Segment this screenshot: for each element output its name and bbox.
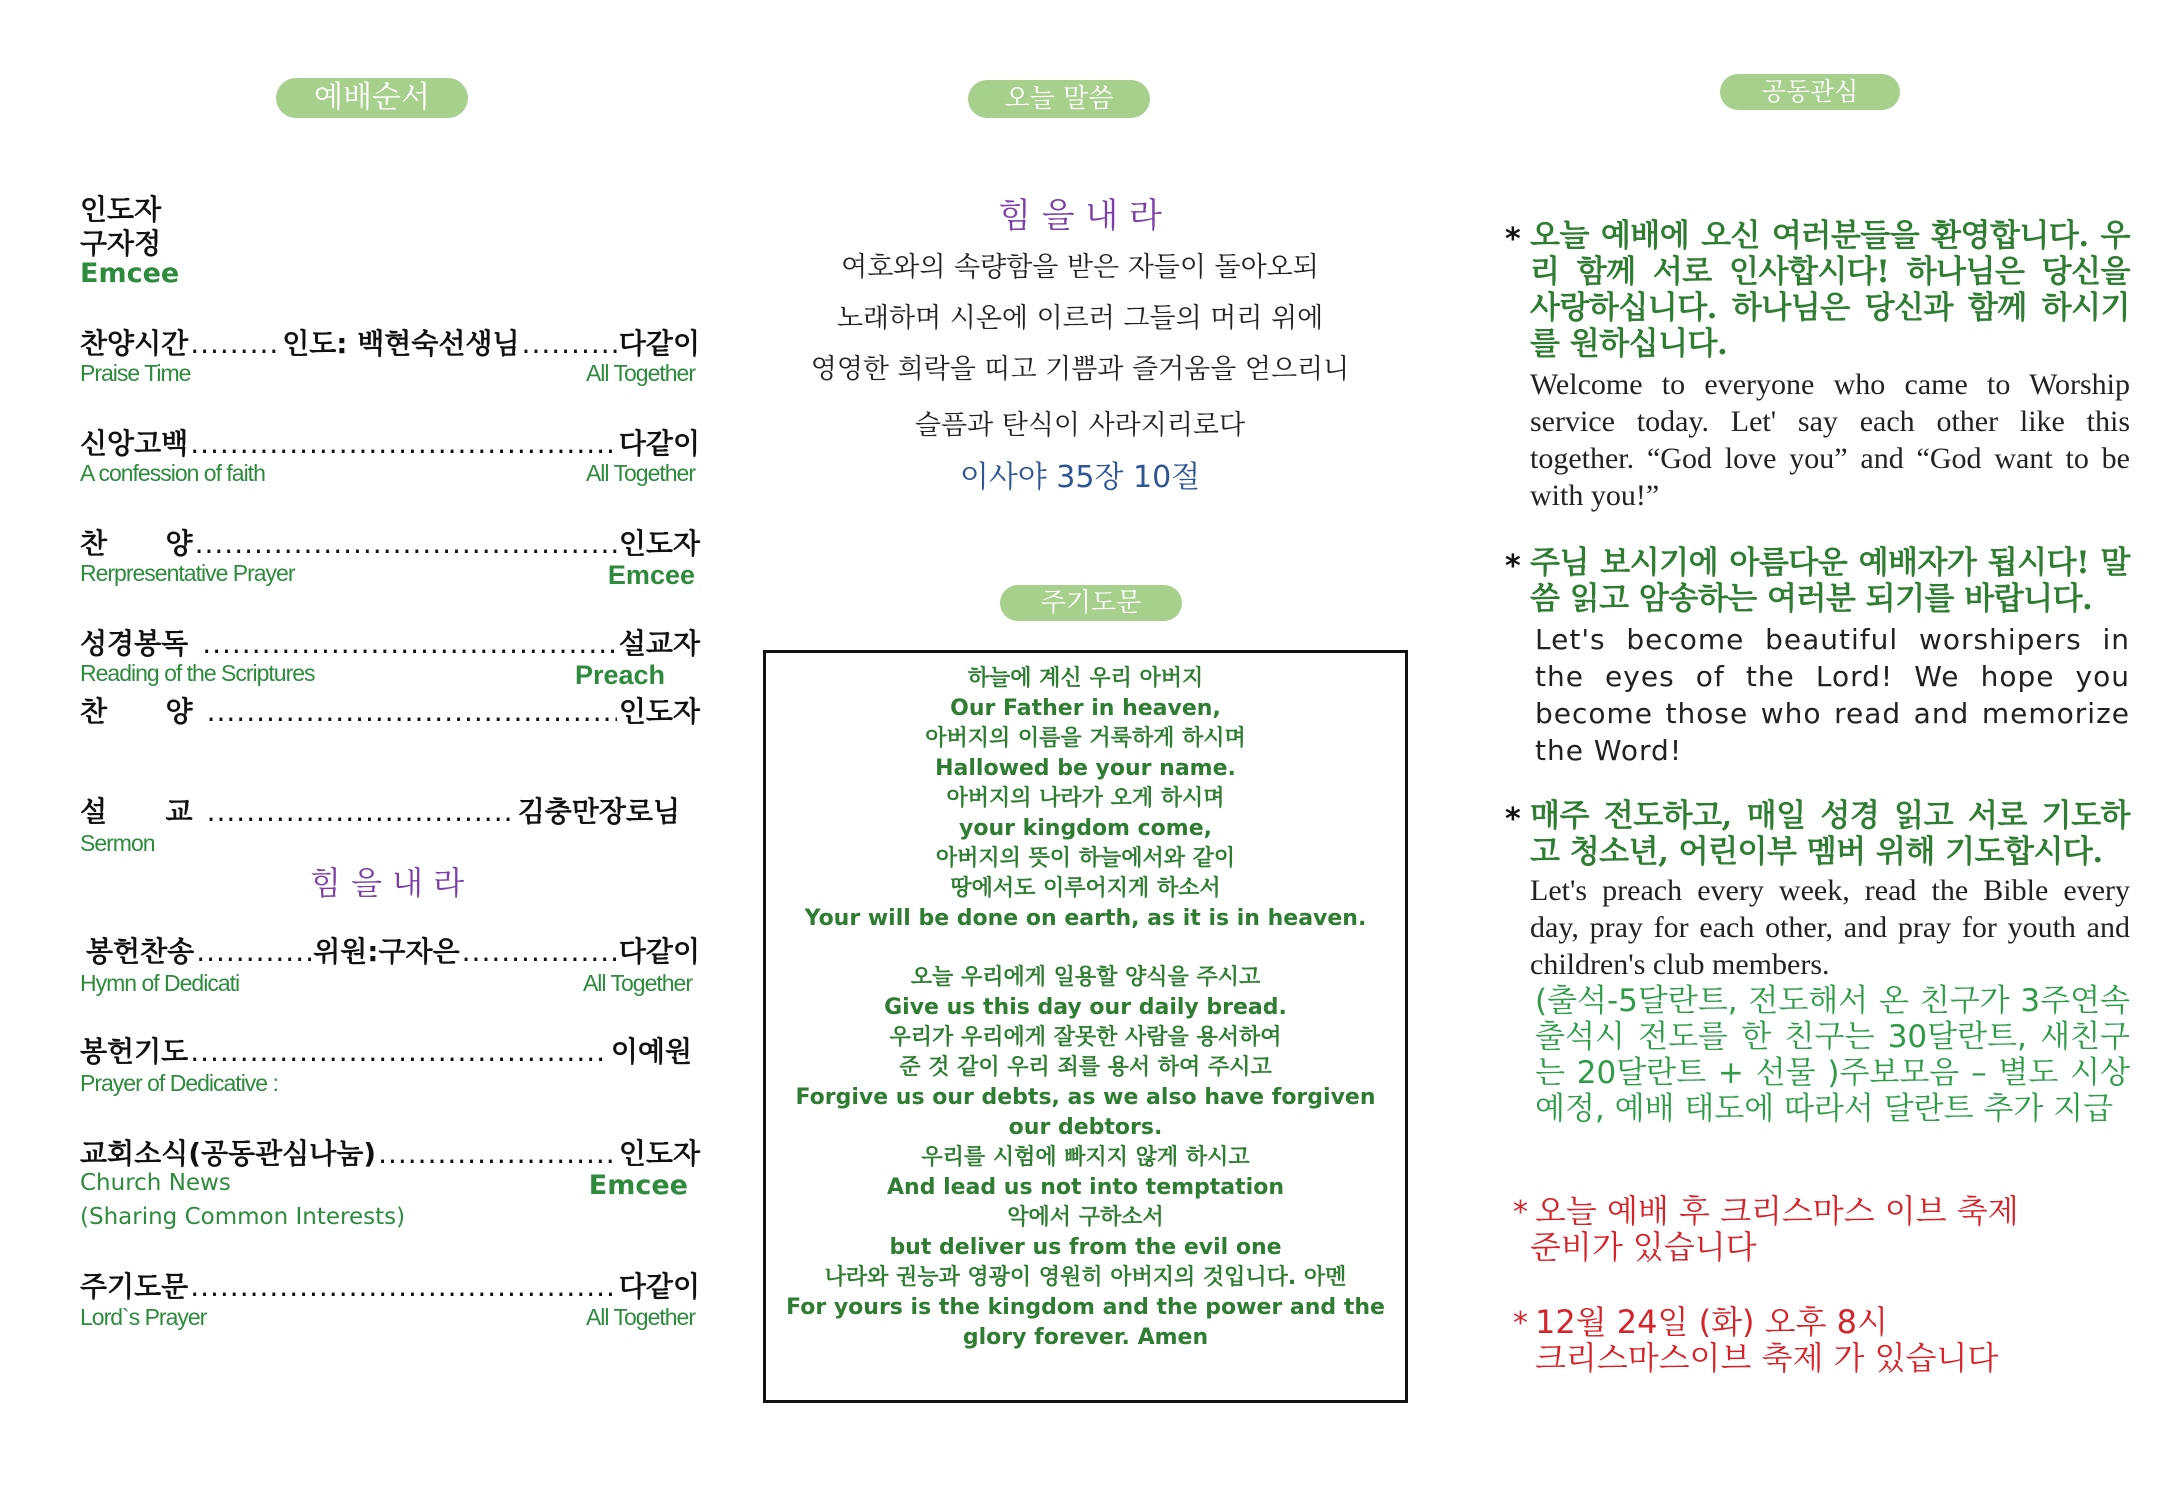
prayer-line: 우리가 우리에게 잘못한 사람을 용서하여 <box>889 1025 1282 1050</box>
row-offering-prayer-en-left: Prayer of Dedicative : <box>80 1070 278 1096</box>
christmas-prep-line-1: 오늘 예배 후 크리스마스 이브 축제 <box>1535 1192 2019 1230</box>
bullet-star: * <box>1505 802 1521 837</box>
row-offering-hymn-en-right: All Together <box>582 970 692 996</box>
lords-prayer-header: 주기도문 <box>1000 585 1182 621</box>
row-praise-time-ko: 찬양시간 <box>80 327 189 360</box>
announcement-worshipers-ko: 주님 보시기에 아름다운 예배자가 됩시다! 말씀 읽고 암송하는 여러분 되기를 바랍니다. <box>1530 545 2130 617</box>
row-praise-time-leader: 인도: 백현숙선생님 <box>282 327 520 360</box>
prayer-line: 하늘에 계신 우리 아버지 <box>967 666 1204 691</box>
row-scripture <box>80 622 700 662</box>
christmas-prep-line-2: 준비가 있습니다 <box>1530 1228 1757 1266</box>
row-church-news-ko: 교회소식(공동관심나눔) <box>80 1137 377 1170</box>
row-lords-prayer-en-left: Lord`s Prayer <box>80 1304 207 1330</box>
prayer-line: 악에서 구하소서 <box>1007 1205 1164 1230</box>
prayer-stanza-1 <box>766 664 1405 934</box>
prayer-line: Hallowed be your name. <box>935 756 1236 781</box>
leader-name: 구자정 <box>80 227 162 260</box>
announcement-evangelism-ko: 매주 전도하고, 매일 성경 읽고 서로 기도하고 청소년, 어린이부 멤버 위해 기도합시다. <box>1530 798 2130 870</box>
bullet-star-red: * <box>1513 1306 1528 1341</box>
bullet-star: * <box>1505 222 1521 257</box>
christmas-eve-line-2: 크리스마스이브 축제 가 있습니다 <box>1535 1339 1999 1377</box>
prayer-stanza-2 <box>766 963 1405 1353</box>
lords-prayer-box <box>763 650 1408 1403</box>
row-scripture-en-left: Reading of the Scriptures <box>80 660 315 686</box>
row-hymn-1-who: 인도자 <box>618 527 700 560</box>
row-praise-time <box>80 322 700 362</box>
row-scripture-who: 설교자 <box>618 627 700 660</box>
row-scripture-ko: 성경봉독 <box>80 627 189 660</box>
row-lords-prayer-who: 다같이 <box>618 1270 700 1303</box>
row-church-news-who: 인도자 <box>618 1137 700 1170</box>
verse-line: 영영한 희락을 띠고 기쁨과 즐거움을 얻으리니 <box>810 354 1350 385</box>
row-confession-who: 다같이 <box>618 427 700 460</box>
announcement-worshipers-en: Let's become beautiful worshipers in the eyes of the Lord! We hope you become those who read and memorize the Word! <box>1535 623 2130 767</box>
leader-emcee: Emcee <box>80 258 180 289</box>
prayer-line: Our Father in heaven, <box>950 696 1221 721</box>
row-hymn-2 <box>80 690 700 730</box>
scripture-title: 힘 을 내 라 <box>998 196 1162 236</box>
row-lords-prayer <box>80 1265 700 1305</box>
common-interest-header: 공동관심 <box>1720 74 1900 110</box>
row-offering-hymn-en <box>80 970 692 997</box>
prayer-line: Your will be done on earth, as it is in heaven. <box>804 906 1367 931</box>
row-offering-prayer <box>80 1030 692 1070</box>
row-offering-hymn-leader: 위원:구자은 <box>313 935 460 968</box>
row-hymn-1 <box>80 522 700 562</box>
announcement-welcome-ko: 오늘 예배에 오신 여러분들을 환영합니다. 우리 함께 서로 인사합시다! 하나님은 당신을 사랑하십니다. 하나님은 당신과 함께 하시기를 원하십니다. <box>1530 218 2130 362</box>
bullet-star-red: * <box>1513 1195 1528 1230</box>
row-church-news-en <box>80 1170 688 1201</box>
row-hymn-2-who: 인도자 <box>618 695 700 728</box>
prayer-line: but deliver us from the evil one <box>889 1235 1282 1260</box>
announcement-christmas-eve <box>1505 1304 2130 1376</box>
row-sermon <box>80 790 680 830</box>
row-offering-hymn-en-left: Hymn of Dedicati <box>80 970 240 996</box>
row-scripture-en-right: Preach <box>574 660 665 690</box>
scripture-reference: 이사야 35장 10절 <box>959 460 1201 495</box>
row-offering-hymn-who: 다같이 <box>618 935 700 968</box>
prayer-line: our debtors. <box>1008 1115 1163 1140</box>
row-praise-time-en-left: Praise Time <box>80 360 191 386</box>
row-praise-time-who: 다같이 <box>618 327 700 360</box>
row-sermon-ko: 설 교 <box>80 795 193 828</box>
order-of-worship-header: 예배순서 <box>276 78 468 118</box>
christmas-eve-line-1: 12월 24일 (화) 오후 8시 <box>1535 1303 1888 1341</box>
prayer-line: your kingdom come, <box>958 816 1212 841</box>
row-sermon-en <box>80 830 695 857</box>
row-confession-ko: 신앙고백 <box>80 427 189 460</box>
announcement-evangelism <box>1505 798 2130 1127</box>
row-hymn-1-ko: 찬 양 <box>80 527 193 560</box>
prayer-line: 아버지의 뜻이 하늘에서와 같이 <box>935 846 1236 871</box>
announcement-worshipers <box>1505 545 2130 769</box>
prayer-line: And lead us not into temptation <box>887 1175 1284 1200</box>
prayer-line: 오늘 우리에게 일용할 양식을 주시고 <box>910 965 1261 990</box>
prayer-line: 땅에서도 이루어지게 하소서 <box>950 876 1221 901</box>
prayer-line: 우리를 시험에 빠지지 않게 하시고 <box>921 1145 1250 1170</box>
row-church-news-en-left: Church News <box>80 1170 231 1196</box>
verse-line: 여호와의 속량함을 받은 자들이 돌아오되 <box>841 252 1319 283</box>
row-hymn-2-ko: 찬 양 <box>80 695 193 728</box>
row-offering-prayer-en <box>80 1070 695 1097</box>
row-lords-prayer-en <box>80 1304 695 1331</box>
row-confession <box>80 422 700 462</box>
row-sermon-who: 김충만장로님 <box>517 795 680 828</box>
row-lords-prayer-en-right: All Together <box>585 1304 695 1330</box>
scripture-block <box>760 190 1400 503</box>
announcement-welcome <box>1505 218 2130 514</box>
todays-word-header: 오늘 말씀 <box>968 80 1150 118</box>
row-sermon-en-left: Sermon <box>80 830 155 856</box>
row-offering-hymn-ko: 봉헌찬송 <box>86 935 195 968</box>
row-hymn-1-en-left: Rerpresentative Prayer <box>80 560 295 586</box>
prayer-line: Forgive us our debts, as we also have forgiven <box>795 1085 1376 1110</box>
announcement-welcome-en: Welcome to everyone who came to Worship service today. Let' say each other like this together. “God love you” and “God want to be with you!” <box>1530 368 2130 512</box>
row-praise-time-en-right: All Together <box>585 360 695 386</box>
row-confession-en-right: All Together <box>585 460 695 486</box>
prayer-line: 나라와 권능과 영광이 영원히 아버지의 것입니다. 아멘 <box>824 1265 1347 1290</box>
row-offering-prayer-ko: 봉헌기도 <box>80 1035 189 1068</box>
row-offering-prayer-who: 이예원 <box>610 1035 692 1068</box>
row-church-news-en-right: Emcee <box>588 1170 688 1201</box>
row-church-news-en-sub: (Sharing Common Interests) <box>80 1204 406 1230</box>
row-praise-time-en <box>80 360 695 387</box>
row-offering-hymn <box>86 930 700 970</box>
bullet-star: * <box>1505 549 1521 584</box>
prayer-line: Give us this day our daily bread. <box>884 995 1287 1020</box>
row-confession-en-left: A confession of faith <box>80 460 265 486</box>
row-hymn-1-en <box>80 560 695 591</box>
row-scripture-en <box>80 660 665 691</box>
announcement-evangelism-en: Let's preach every week, read the Bible every day, pray for each other, and pray for youth and children's club members. <box>1530 874 2130 981</box>
row-church-news <box>80 1132 700 1172</box>
announcement-christmas-prep <box>1505 1193 2130 1265</box>
leader-label: 인도자 <box>80 193 162 226</box>
talent-reward-note: (출석-5달란트, 전도해서 온 친구가 3주연속 출석시 전도를 한 친구는 30달란트, 새친구는 20달란트 + 선물 )주보모음 – 별도 시상 예정, 예배 태도에 따라서 달란트 추가 지급 <box>1535 983 2130 1127</box>
sermon-title: 힘 을 내 라 <box>310 864 465 902</box>
row-lords-prayer-ko: 주기도문 <box>80 1270 189 1303</box>
row-confession-en <box>80 460 695 487</box>
row-hymn-1-en-right: Emcee <box>607 560 695 590</box>
prayer-line: 준 것 같이 우리 죄를 용서 하여 주시고 <box>899 1055 1272 1080</box>
prayer-line: glory forever. Amen <box>962 1325 1209 1350</box>
prayer-line: 아버지의 이름을 거룩하게 하시며 <box>925 726 1246 751</box>
prayer-line: 아버지의 나라가 오게 하시며 <box>946 786 1225 811</box>
verse-line: 슬픔과 탄식이 사라지리로다 <box>914 410 1246 441</box>
verse-line: 노래하며 시온에 이르러 그들의 머리 위에 <box>836 303 1324 334</box>
prayer-line: For yours is the kingdom and the power and the <box>786 1295 1385 1320</box>
